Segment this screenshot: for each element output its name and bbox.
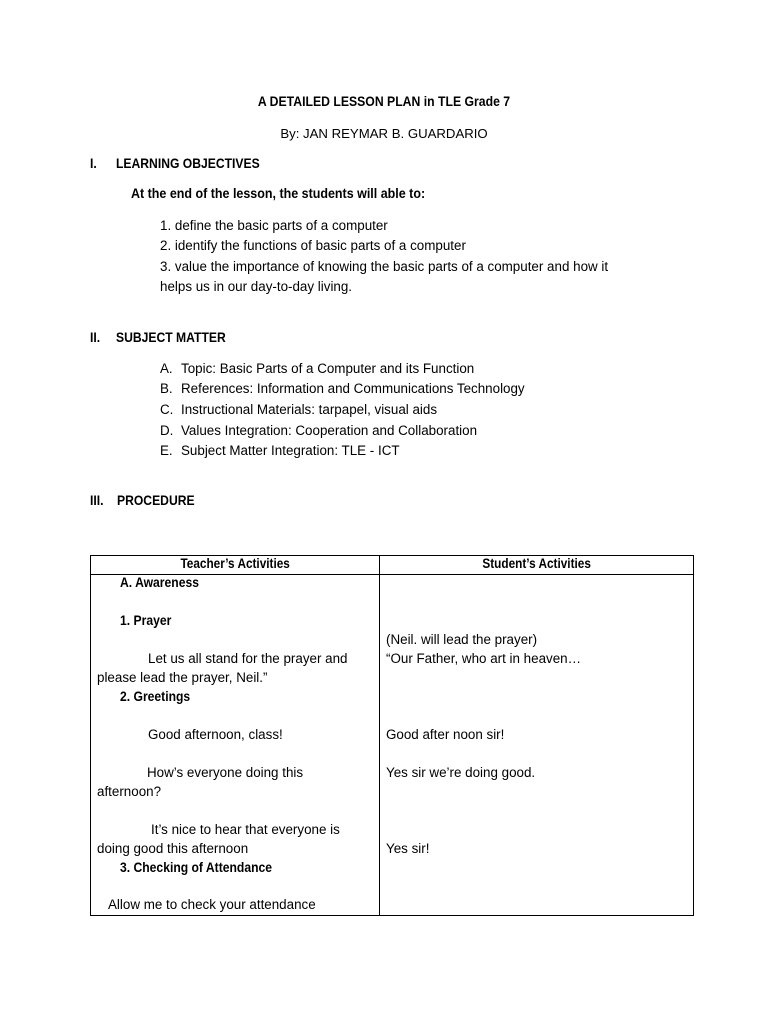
subject-item: Values Integration: Cooperation and Collaboration <box>181 423 478 438</box>
teacher-line: afternoon? <box>97 784 162 799</box>
document-title: A DETAILED LESSON PLAN in TLE Grade 7 <box>257 94 511 109</box>
student-line: Yes sir we’re doing good. <box>386 765 536 780</box>
subject-letter: A. <box>160 361 173 376</box>
teacher-activities-cell <box>91 575 380 916</box>
objective-item: 3. value the importance of knowing the basic parts of a computer and how it <box>160 259 609 274</box>
objective-item: 1. define the basic parts of a computer <box>160 218 388 233</box>
objectives-heading: LEARNING OBJECTIVES <box>116 156 260 171</box>
student-line: Good after noon sir! <box>386 727 505 742</box>
subject-heading: SUBJECT MATTER <box>116 330 226 345</box>
student-activities-cell <box>380 575 694 916</box>
subject-letter: B. <box>160 381 173 396</box>
greetings-heading: 2. Greetings <box>120 689 191 704</box>
subject-item: References: Information and Communications Technology <box>181 381 525 396</box>
teacher-line: It’s nice to hear that everyone is <box>151 822 340 837</box>
procedure-heading: PROCEDURE <box>117 493 195 508</box>
subject-letter: E. <box>160 443 173 458</box>
student-column-header: Student’s Activities <box>380 556 694 575</box>
attendance-heading: 3. Checking of Attendance <box>120 860 273 875</box>
teacher-line: please lead the prayer, Neil.” <box>97 670 268 685</box>
section-numeral-2: II. <box>90 330 101 345</box>
objective-item-continued: helps us in our day-to-day living. <box>160 279 353 294</box>
subject-item: Subject Matter Integration: TLE - ICT <box>181 443 400 458</box>
teacher-line: Let us all stand for the prayer and <box>148 651 348 666</box>
objectives-intro: At the end of the lesson, the students will able to: <box>131 186 426 202</box>
student-line: Yes sir! <box>386 841 430 856</box>
subject-letter: D. <box>160 423 174 438</box>
section-numeral-1: I. <box>90 156 97 171</box>
subject-item: Topic: Basic Parts of a Computer and its Function <box>181 361 475 376</box>
subject-letter: C. <box>160 402 174 417</box>
objective-item: 2. identify the functions of basic parts of a computer <box>160 238 466 253</box>
student-line: “Our Father, who art in heaven… <box>386 651 582 666</box>
author-byline: By: JAN REYMAR B. GUARDARIO <box>280 126 488 141</box>
prayer-heading: 1. Prayer <box>120 613 172 628</box>
procedure-table <box>90 555 694 916</box>
teacher-column-header: Teacher’s Activities <box>91 556 380 575</box>
teacher-line: Good afternoon, class! <box>148 727 283 742</box>
student-line: (Neil. will lead the prayer) <box>386 632 538 647</box>
teacher-line: doing good this afternoon <box>97 841 249 856</box>
awareness-heading: A. Awareness <box>120 575 199 590</box>
subject-item: Instructional Materials: tarpapel, visual aids <box>181 402 438 417</box>
teacher-line: How’s everyone doing this <box>147 765 304 780</box>
section-numeral-3: III. <box>90 493 104 508</box>
teacher-line: Allow me to check your attendance <box>108 897 316 912</box>
